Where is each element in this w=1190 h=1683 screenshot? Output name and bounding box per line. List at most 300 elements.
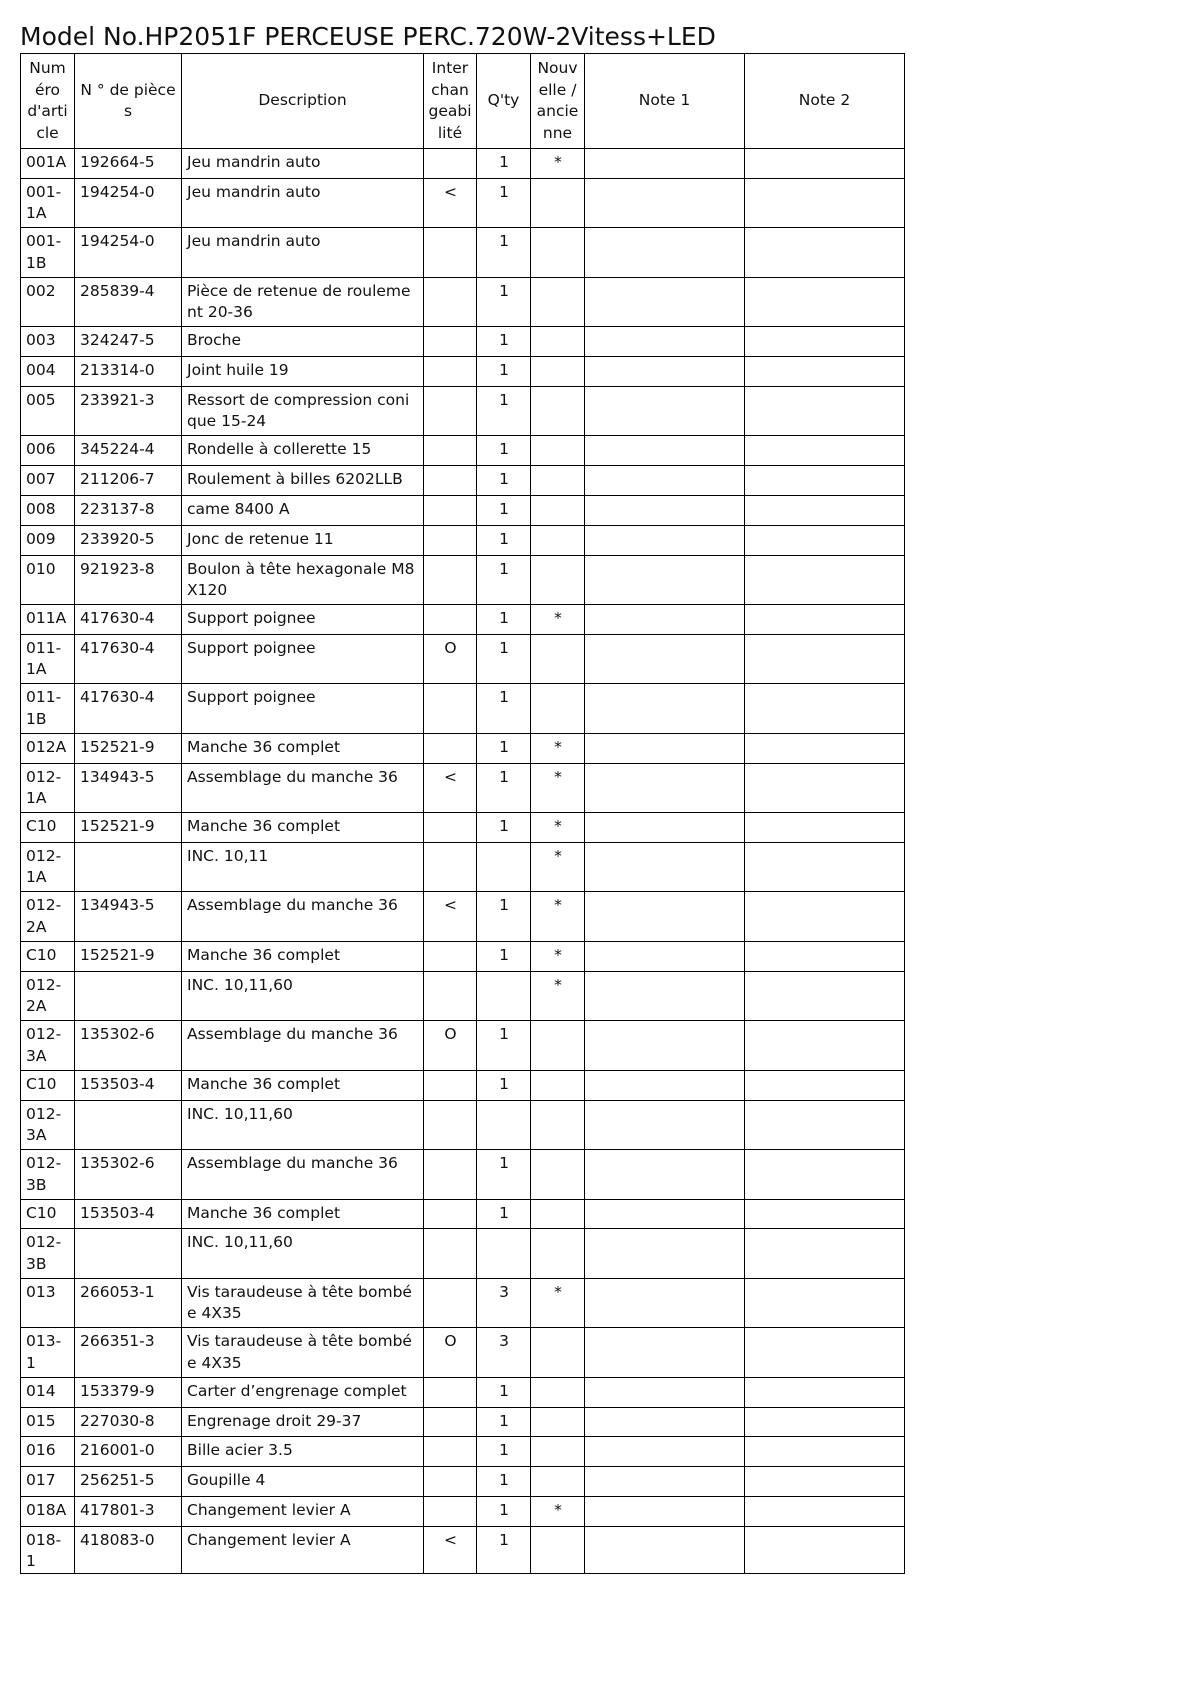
table-row	[21, 1100, 905, 1150]
cell-item-number: 007	[21, 466, 75, 496]
cell-interchangeability	[424, 941, 477, 971]
cell-item-number: 014	[21, 1377, 75, 1407]
cell-item-number: 001A	[21, 149, 75, 179]
cell-note-2	[745, 1377, 905, 1407]
cell-description: Vis taraudeuse à tête bombée 4X35	[182, 1278, 424, 1328]
cell-interchangeability	[424, 228, 477, 278]
cell-interchangeability	[424, 684, 477, 734]
cell-part-number: 192664-5	[75, 149, 182, 179]
cell-interchangeability	[424, 1467, 477, 1497]
cell-part-number: 417630-4	[75, 684, 182, 734]
cell-item-number: 001-1A	[21, 178, 75, 228]
cell-part-number: 418083-0	[75, 1526, 182, 1573]
cell-interchangeability	[424, 1437, 477, 1467]
cell-part-number	[75, 842, 182, 892]
cell-new-old: *	[531, 733, 585, 763]
cell-interchangeability: <	[424, 763, 477, 813]
cell-description: Broche	[182, 327, 424, 357]
cell-new-old	[531, 178, 585, 228]
table-header-row	[21, 54, 905, 149]
cell-quantity: 1	[477, 605, 531, 635]
cell-note-2	[745, 892, 905, 942]
cell-part-number: 153503-4	[75, 1070, 182, 1100]
cell-quantity	[477, 842, 531, 892]
table-row	[21, 466, 905, 496]
cell-part-number: 194254-0	[75, 178, 182, 228]
cell-quantity: 1	[477, 1407, 531, 1437]
cell-part-number: 194254-0	[75, 228, 182, 278]
cell-note-1	[585, 277, 745, 327]
cell-interchangeability	[424, 1407, 477, 1437]
cell-note-2	[745, 1467, 905, 1497]
cell-part-number: 227030-8	[75, 1407, 182, 1437]
cell-note-1	[585, 733, 745, 763]
cell-part-number: 213314-0	[75, 357, 182, 387]
cell-interchangeability	[424, 357, 477, 387]
cell-note-2	[745, 1437, 905, 1467]
cell-description: INC. 10,11	[182, 842, 424, 892]
table-row	[21, 1278, 905, 1328]
cell-new-old	[531, 466, 585, 496]
cell-interchangeability	[424, 1229, 477, 1279]
cell-note-1	[585, 555, 745, 605]
cell-note-2	[745, 813, 905, 843]
cell-part-number: 216001-0	[75, 1437, 182, 1467]
cell-description: Manche 36 complet	[182, 941, 424, 971]
cell-quantity: 1	[477, 277, 531, 327]
cell-description: INC. 10,11,60	[182, 1229, 424, 1279]
cell-new-old	[531, 327, 585, 357]
cell-part-number: 285839-4	[75, 277, 182, 327]
cell-note-2	[745, 1070, 905, 1100]
cell-item-number: 012-1A	[21, 842, 75, 892]
cell-part-number	[75, 1100, 182, 1150]
cell-item-number: 013-1	[21, 1328, 75, 1378]
cell-note-2	[745, 684, 905, 734]
cell-new-old	[531, 1437, 585, 1467]
cell-part-number: 417801-3	[75, 1497, 182, 1527]
cell-quantity: 1	[477, 634, 531, 684]
cell-description: Assemblage du manche 36	[182, 1150, 424, 1200]
cell-part-number: 233920-5	[75, 525, 182, 555]
cell-interchangeability	[424, 1100, 477, 1150]
cell-item-number: 013	[21, 1278, 75, 1328]
cell-note-1	[585, 466, 745, 496]
cell-note-1	[585, 357, 745, 387]
cell-item-number: 016	[21, 1437, 75, 1467]
cell-description: Ressort de compression conique 15-24	[182, 386, 424, 436]
cell-new-old	[531, 555, 585, 605]
cell-item-number: C10	[21, 1070, 75, 1100]
cell-description: Manche 36 complet	[182, 1070, 424, 1100]
cell-item-number: 004	[21, 357, 75, 387]
cell-part-number	[75, 971, 182, 1021]
cell-note-2	[745, 555, 905, 605]
cell-quantity: 1	[477, 892, 531, 942]
cell-quantity: 1	[477, 1150, 531, 1200]
cell-interchangeability	[424, 733, 477, 763]
cell-quantity: 1	[477, 733, 531, 763]
cell-note-2	[745, 149, 905, 179]
cell-quantity: 1	[477, 495, 531, 525]
cell-new-old	[531, 684, 585, 734]
cell-note-1	[585, 1100, 745, 1150]
cell-description: Jeu mandrin auto	[182, 149, 424, 179]
cell-description: Manche 36 complet	[182, 733, 424, 763]
cell-interchangeability: O	[424, 634, 477, 684]
cell-note-1	[585, 436, 745, 466]
cell-note-2	[745, 1526, 905, 1573]
table-row	[21, 1150, 905, 1200]
cell-part-number: 211206-7	[75, 466, 182, 496]
cell-quantity: 1	[477, 1377, 531, 1407]
cell-part-number: 153503-4	[75, 1199, 182, 1229]
cell-item-number: 008	[21, 495, 75, 525]
cell-description: Manche 36 complet	[182, 1199, 424, 1229]
cell-part-number: 266053-1	[75, 1278, 182, 1328]
cell-note-2	[745, 466, 905, 496]
cell-part-number: 345224-4	[75, 436, 182, 466]
cell-description: Manche 36 complet	[182, 813, 424, 843]
table-row	[21, 1407, 905, 1437]
cell-note-1	[585, 634, 745, 684]
cell-interchangeability: O	[424, 1021, 477, 1071]
header-note-1: Note 1	[585, 54, 745, 149]
cell-quantity: 1	[477, 1070, 531, 1100]
cell-new-old: *	[531, 892, 585, 942]
cell-part-number: 152521-9	[75, 941, 182, 971]
cell-quantity: 1	[477, 941, 531, 971]
cell-quantity: 1	[477, 357, 531, 387]
cell-item-number: C10	[21, 813, 75, 843]
cell-note-1	[585, 941, 745, 971]
cell-new-old	[531, 634, 585, 684]
table-row	[21, 813, 905, 843]
cell-note-1	[585, 525, 745, 555]
cell-interchangeability	[424, 842, 477, 892]
cell-new-old: *	[531, 1497, 585, 1527]
cell-interchangeability	[424, 436, 477, 466]
table-row	[21, 555, 905, 605]
table-row	[21, 842, 905, 892]
cell-part-number: 417630-4	[75, 634, 182, 684]
cell-note-1	[585, 971, 745, 1021]
table-row	[21, 495, 905, 525]
cell-interchangeability	[424, 555, 477, 605]
cell-note-2	[745, 1407, 905, 1437]
cell-note-1	[585, 327, 745, 357]
cell-interchangeability	[424, 1377, 477, 1407]
cell-item-number: 005	[21, 386, 75, 436]
cell-quantity	[477, 971, 531, 1021]
cell-part-number	[75, 1229, 182, 1279]
table-row	[21, 1467, 905, 1497]
cell-new-old	[531, 1199, 585, 1229]
cell-quantity: 3	[477, 1278, 531, 1328]
cell-description: Support poignee	[182, 605, 424, 635]
table-row	[21, 1328, 905, 1378]
cell-interchangeability	[424, 495, 477, 525]
cell-description: INC. 10,11,60	[182, 1100, 424, 1150]
cell-quantity: 1	[477, 436, 531, 466]
cell-interchangeability	[424, 1199, 477, 1229]
cell-part-number: 921923-8	[75, 555, 182, 605]
cell-description: Engrenage droit 29-37	[182, 1407, 424, 1437]
table-row	[21, 892, 905, 942]
table-row	[21, 605, 905, 635]
cell-note-1	[585, 1278, 745, 1328]
cell-item-number: 001-1B	[21, 228, 75, 278]
cell-interchangeability	[424, 466, 477, 496]
cell-description: Rondelle à collerette 15	[182, 436, 424, 466]
cell-part-number: 266351-3	[75, 1328, 182, 1378]
cell-part-number: 152521-9	[75, 813, 182, 843]
cell-item-number: 012-3A	[21, 1021, 75, 1071]
cell-item-number: 012-3B	[21, 1150, 75, 1200]
cell-new-old	[531, 1070, 585, 1100]
cell-new-old	[531, 436, 585, 466]
cell-quantity: 1	[477, 555, 531, 605]
cell-description: Assemblage du manche 36	[182, 1021, 424, 1071]
cell-new-old	[531, 1467, 585, 1497]
cell-note-1	[585, 495, 745, 525]
table-row	[21, 763, 905, 813]
cell-note-2	[745, 1278, 905, 1328]
document-title: Model No.HP2051F PERCEUSE PERC.720W-2Vitess+LED	[20, 22, 716, 51]
cell-note-1	[585, 1407, 745, 1437]
cell-interchangeability	[424, 386, 477, 436]
cell-description: Jeu mandrin auto	[182, 228, 424, 278]
cell-part-number: 134943-5	[75, 763, 182, 813]
cell-description: Jonc de retenue 11	[182, 525, 424, 555]
cell-new-old	[531, 386, 585, 436]
cell-new-old	[531, 1377, 585, 1407]
cell-note-1	[585, 149, 745, 179]
cell-note-2	[745, 357, 905, 387]
cell-quantity: 1	[477, 684, 531, 734]
cell-note-2	[745, 178, 905, 228]
cell-note-2	[745, 634, 905, 684]
cell-item-number: 017	[21, 1467, 75, 1497]
cell-description: Changement levier A	[182, 1497, 424, 1527]
cell-new-old	[531, 228, 585, 278]
cell-quantity: 1	[477, 327, 531, 357]
header-new-old: Nouvelle / ancienne	[531, 54, 585, 149]
parts-table	[20, 53, 905, 1574]
cell-new-old	[531, 1100, 585, 1150]
cell-note-1	[585, 1467, 745, 1497]
table-row	[21, 357, 905, 387]
cell-item-number: 015	[21, 1407, 75, 1437]
cell-description: INC. 10,11,60	[182, 971, 424, 1021]
cell-part-number: 152521-9	[75, 733, 182, 763]
cell-description: Support poignee	[182, 684, 424, 734]
cell-description: Carter d’engrenage complet	[182, 1377, 424, 1407]
header-part-number: N ° de pièces	[75, 54, 182, 149]
table-row	[21, 733, 905, 763]
cell-description: Roulement à billes 6202LLB	[182, 466, 424, 496]
cell-quantity: 1	[477, 1199, 531, 1229]
cell-note-2	[745, 525, 905, 555]
table-row	[21, 1070, 905, 1100]
cell-quantity: 1	[477, 813, 531, 843]
table-row	[21, 525, 905, 555]
table-row	[21, 327, 905, 357]
cell-description: Vis taraudeuse à tête bombée 4X35	[182, 1328, 424, 1378]
cell-note-1	[585, 1497, 745, 1527]
table-row	[21, 436, 905, 466]
table-row	[21, 634, 905, 684]
cell-description: Assemblage du manche 36	[182, 763, 424, 813]
cell-part-number: 256251-5	[75, 1467, 182, 1497]
cell-item-number: 012-2A	[21, 971, 75, 1021]
cell-new-old	[531, 1021, 585, 1071]
parts-table-body	[21, 149, 905, 1574]
cell-quantity: 1	[477, 1021, 531, 1071]
cell-note-2	[745, 277, 905, 327]
cell-quantity: 1	[477, 386, 531, 436]
table-row	[21, 178, 905, 228]
cell-item-number: 009	[21, 525, 75, 555]
cell-note-2	[745, 327, 905, 357]
cell-item-number: 012-1A	[21, 763, 75, 813]
cell-description: Changement levier A	[182, 1526, 424, 1573]
cell-note-2	[745, 1497, 905, 1527]
cell-quantity: 1	[477, 149, 531, 179]
cell-note-2	[745, 436, 905, 466]
cell-new-old	[531, 1407, 585, 1437]
cell-note-1	[585, 892, 745, 942]
cell-item-number: 018A	[21, 1497, 75, 1527]
cell-description: Pièce de retenue de roulement 20-36	[182, 277, 424, 327]
cell-part-number: 324247-5	[75, 327, 182, 357]
cell-interchangeability: <	[424, 178, 477, 228]
cell-note-2	[745, 763, 905, 813]
cell-description: came 8400 A	[182, 495, 424, 525]
cell-new-old: *	[531, 763, 585, 813]
cell-note-1	[585, 1437, 745, 1467]
cell-interchangeability	[424, 605, 477, 635]
cell-description: Boulon à tête hexagonale M8X120	[182, 555, 424, 605]
cell-item-number: 011-1B	[21, 684, 75, 734]
cell-interchangeability: <	[424, 1526, 477, 1573]
cell-quantity: 1	[477, 525, 531, 555]
table-row	[21, 1526, 905, 1573]
table-row	[21, 228, 905, 278]
table-row	[21, 971, 905, 1021]
cell-description: Assemblage du manche 36	[182, 892, 424, 942]
cell-note-1	[585, 813, 745, 843]
cell-description: Bille acier 3.5	[182, 1437, 424, 1467]
table-row	[21, 941, 905, 971]
cell-note-1	[585, 1229, 745, 1279]
cell-new-old	[531, 525, 585, 555]
cell-note-2	[745, 228, 905, 278]
cell-note-2	[745, 1100, 905, 1150]
cell-note-1	[585, 1526, 745, 1573]
cell-quantity: 3	[477, 1328, 531, 1378]
cell-interchangeability	[424, 1070, 477, 1100]
cell-interchangeability	[424, 1150, 477, 1200]
cell-part-number: 135302-6	[75, 1150, 182, 1200]
cell-new-old	[531, 357, 585, 387]
cell-item-number: 018-1	[21, 1526, 75, 1573]
cell-item-number: 010	[21, 555, 75, 605]
cell-note-2	[745, 495, 905, 525]
cell-note-1	[585, 178, 745, 228]
cell-new-old: *	[531, 813, 585, 843]
cell-new-old	[531, 1229, 585, 1279]
header-interchangeability: Interchangeabilité	[424, 54, 477, 149]
cell-new-old	[531, 277, 585, 327]
cell-new-old: *	[531, 971, 585, 1021]
cell-interchangeability: <	[424, 892, 477, 942]
cell-item-number: 012-2A	[21, 892, 75, 942]
cell-item-number: 011A	[21, 605, 75, 635]
cell-note-2	[745, 1229, 905, 1279]
cell-description: Support poignee	[182, 634, 424, 684]
cell-quantity: 1	[477, 178, 531, 228]
cell-item-number: C10	[21, 1199, 75, 1229]
cell-note-2	[745, 1021, 905, 1071]
header-item-number: Numéro d'article	[21, 54, 75, 149]
cell-item-number: 012A	[21, 733, 75, 763]
cell-note-1	[585, 1021, 745, 1071]
table-row	[21, 1437, 905, 1467]
cell-item-number: 003	[21, 327, 75, 357]
cell-note-1	[585, 842, 745, 892]
cell-quantity: 1	[477, 1526, 531, 1573]
cell-note-2	[745, 386, 905, 436]
table-row	[21, 1021, 905, 1071]
table-row	[21, 386, 905, 436]
cell-interchangeability	[424, 525, 477, 555]
cell-quantity	[477, 1100, 531, 1150]
cell-item-number: 012-3B	[21, 1229, 75, 1279]
header-description: Description	[182, 54, 424, 149]
table-row	[21, 1497, 905, 1527]
cell-quantity	[477, 1229, 531, 1279]
cell-item-number: C10	[21, 941, 75, 971]
cell-note-2	[745, 605, 905, 635]
table-row	[21, 1199, 905, 1229]
cell-quantity: 1	[477, 1467, 531, 1497]
cell-note-2	[745, 733, 905, 763]
cell-new-old	[531, 1150, 585, 1200]
cell-item-number: 006	[21, 436, 75, 466]
cell-part-number: 153379-9	[75, 1377, 182, 1407]
cell-part-number: 223137-8	[75, 495, 182, 525]
cell-note-2	[745, 1150, 905, 1200]
cell-quantity: 1	[477, 1497, 531, 1527]
cell-new-old	[531, 1526, 585, 1573]
cell-item-number: 012-3A	[21, 1100, 75, 1150]
table-row	[21, 1229, 905, 1279]
cell-note-1	[585, 1199, 745, 1229]
cell-interchangeability	[424, 971, 477, 1021]
cell-new-old: *	[531, 842, 585, 892]
cell-quantity: 1	[477, 763, 531, 813]
header-quantity: Q'ty	[477, 54, 531, 149]
cell-new-old: *	[531, 605, 585, 635]
cell-description: Joint huile 19	[182, 357, 424, 387]
cell-item-number: 002	[21, 277, 75, 327]
cell-part-number: 135302-6	[75, 1021, 182, 1071]
table-row	[21, 1377, 905, 1407]
cell-note-1	[585, 228, 745, 278]
table-row	[21, 149, 905, 179]
cell-interchangeability	[424, 149, 477, 179]
